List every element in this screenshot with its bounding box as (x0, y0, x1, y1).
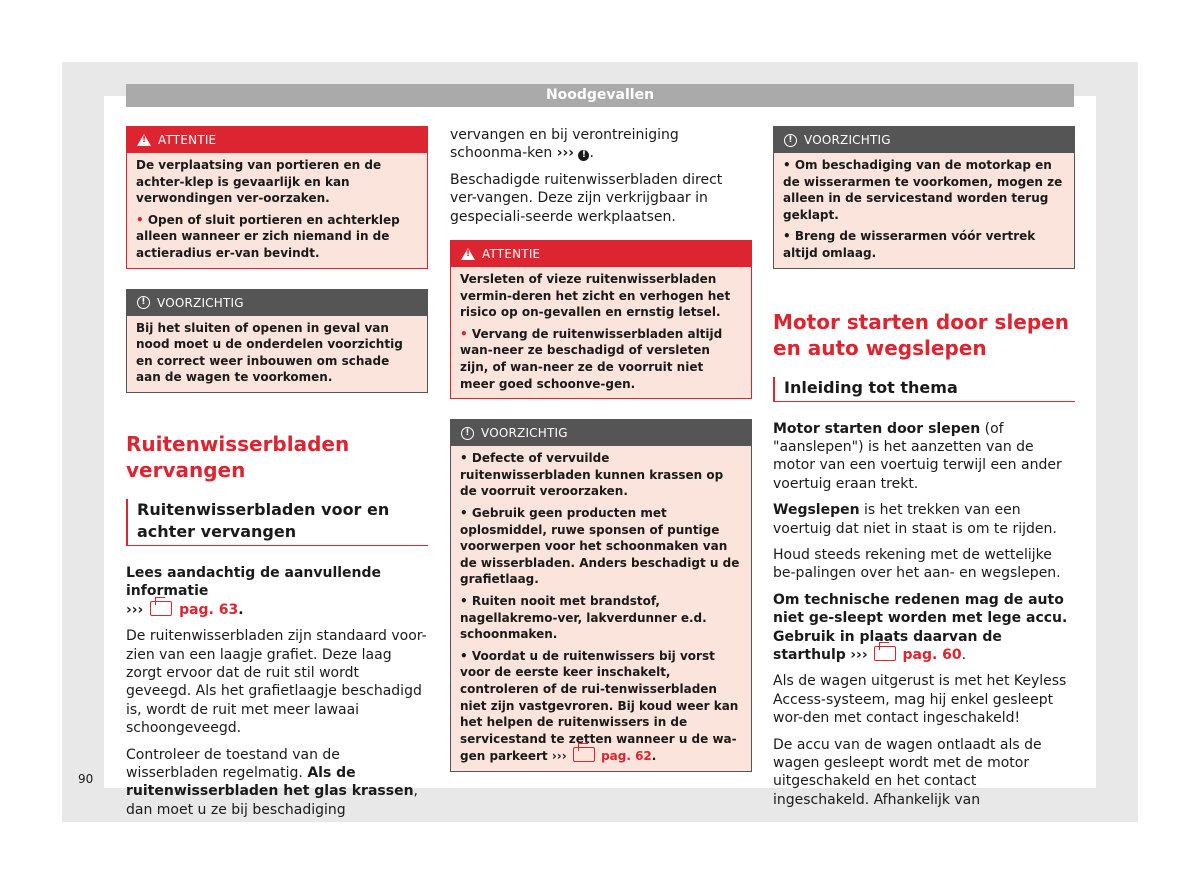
attention-header (451, 241, 751, 267)
attention-intro: De verplaatsing van portieren en de achter-klep is gevaarlijk en kan verwondingen ver-oorzaken. (136, 158, 382, 206)
caution-bullet: • Voordat u de ruitenwissers bij vorst voor de eerste keer inschakelt, controleren of de rui-tenwisserbladen niet zijn vastgevroren. Bij koud weer kan het helpen de ruitenwissers in de servicestand te zetten wanneer u de wa-gen parkeert ››› pag. 62. (460, 648, 739, 764)
subsection-title: Ruitenwisserbladen voor en achter vervangen (126, 499, 428, 546)
paragraph: Beschadigde ruitenwisserbladen direct ver-vangen. Deze zijn verkrijgbaar in gespeciali-seerde werkplaatsen. (450, 171, 723, 225)
caution-header (127, 290, 427, 316)
warning-triangle-icon (137, 134, 151, 146)
bullet-icon: • (460, 326, 468, 341)
caution-label: VOORZICHTIG (804, 133, 891, 147)
caution-label: VOORZICHTIG (481, 426, 568, 441)
caution-body (127, 316, 427, 392)
section-title: Motor starten door slepen en auto wegslepen (773, 309, 1069, 360)
caution-box (126, 289, 428, 393)
warning-triangle-icon (461, 248, 475, 260)
page-number: 90 (78, 772, 94, 786)
attention-bullet: • Vervang de ruitenwisserbladen altijd wan-neer ze beschadigd of versleten zijn, of wan-neer ze de voorruit niet meer goed schoonve-gen. (460, 326, 723, 391)
paragraph: Om technische redenen mag de auto niet ge-sleept worden met lege accu. Gebruik in plaats daarvan de starthulp ››› pag. 60. (773, 591, 1068, 664)
column-middle (450, 126, 752, 792)
caution-body (451, 446, 751, 771)
paragraph: Controleer de toestand van de wisserbladen regelmatig. Als de ruitenwisserbladen het glas krassen, dan moet u ze bij beschadiging (126, 746, 418, 818)
info-circle-icon: ! (784, 134, 797, 147)
caution-bullet: • Breng de wisserarmen vóór vertrek altijd omlaag. (783, 229, 1036, 260)
info-circle-icon: ! (137, 296, 150, 309)
attention-header (127, 127, 427, 153)
caution-label: VOORZICHTIG (157, 295, 244, 310)
paragraph: Motor starten door slepen (of "aanslepen") is het aanzetten van de motor van een voertuig terwijl een ander voertuig eraan trekt. (773, 420, 1062, 492)
column-right (773, 126, 1075, 817)
column-left (126, 126, 428, 827)
paragraph: Als de wagen uitgerust is met het Keyless Access-systeem, mag hij enkel gesleept wor-den met contact ingeschakeld! (773, 673, 1067, 727)
book-reference-icon (573, 747, 595, 762)
caution-header (451, 420, 751, 446)
attention-body (451, 267, 751, 398)
caution-bullet: • Ruiten nooit met brandstof, nagellakremo-ver, lakverdunner e.d. schoonmaken. (460, 593, 707, 642)
bullet-icon: • (136, 212, 144, 227)
attention-bullet: • Open of sluit portieren en achterklep alleen wanneer er zich niemand in de actieradius er-van bevindt. (136, 212, 400, 260)
info-circle-icon: ! (461, 427, 474, 440)
page-link[interactable]: pag. 63 (179, 601, 239, 618)
caution-body (774, 153, 1074, 268)
paragraph: De accu van de wagen ontlaadt als de wagen gesleept wordt met de motor uitgeschakeld en het contact ingeschakeld. Afhankelijk van (773, 736, 1042, 808)
attention-body (127, 153, 427, 268)
paragraph: Wegslepen is het trekken van een voertuig dat niet in staat is om te rijden. (773, 502, 1057, 537)
paragraph: Houd steeds rekening met de wettelijke be-palingen over het aan- en wegslepen. (773, 547, 1061, 582)
attention-intro: Versleten of vieze ruitenwisserbladen vermin-deren het zicht en verhogen het risico op on-gevallen en ernstig letsel. (460, 272, 731, 320)
paragraph: De ruitenwisserbladen zijn standaard voor-zien van een laagje grafiet. Deze laag zorgt ervoor dat de ruit stil wordt geveegd. Als het grafietlaagje beschadigd is, wordt de ruit met meer lawaai schoongeveegd. (126, 628, 427, 737)
paragraph: vervangen en bij verontreiniging schoonma-ken ››› ! . (450, 127, 679, 162)
page-link[interactable]: pag. 60 (902, 647, 962, 664)
book-reference-icon (874, 646, 896, 661)
attention-box (450, 240, 752, 399)
subsection-title: Inleiding tot thema (773, 377, 1075, 402)
caution-box (773, 126, 1075, 269)
caution-header (774, 127, 1074, 153)
caution-box (450, 419, 752, 772)
warning-dot-icon: ! (578, 150, 589, 161)
caution-bullet: • Om beschadiging van de motorkap en de wisserarmen te voorkomen, mogen ze alleen in de servicestand worden terug geklapt. (783, 158, 1063, 222)
book-reference-icon (150, 601, 172, 616)
page-link[interactable]: pag. 62 (601, 749, 652, 764)
caution-text: Bij het sluiten of openen in geval van nood moet u de onderdelen voorzichtig en correct weer inbouwen om schade aan de wagen te voorkomen. (136, 320, 403, 385)
attention-label: ATTENTIE (482, 247, 541, 262)
section-title: Ruitenwisserbladen vervangen (126, 431, 350, 482)
read-note: Lees aandachtig de aanvullende informatie ››› pag. 63. (126, 564, 382, 618)
attention-label: ATTENTIE (158, 133, 217, 147)
caution-bullet: • Defecte of vervuilde ruitenwisserbladen kunnen krassen op de voorruit veroorzaken. (460, 451, 724, 499)
caution-bullet: • Gebruik geen producten met oplosmiddel, ruwe sponsen of puntige voorwerpen voor het schoonmaken van de wisserbladen. Anders beschadigt u de grafietlaag. (460, 505, 740, 587)
attention-box (126, 126, 428, 269)
chapter-header: Noodgevallen (126, 84, 1074, 107)
